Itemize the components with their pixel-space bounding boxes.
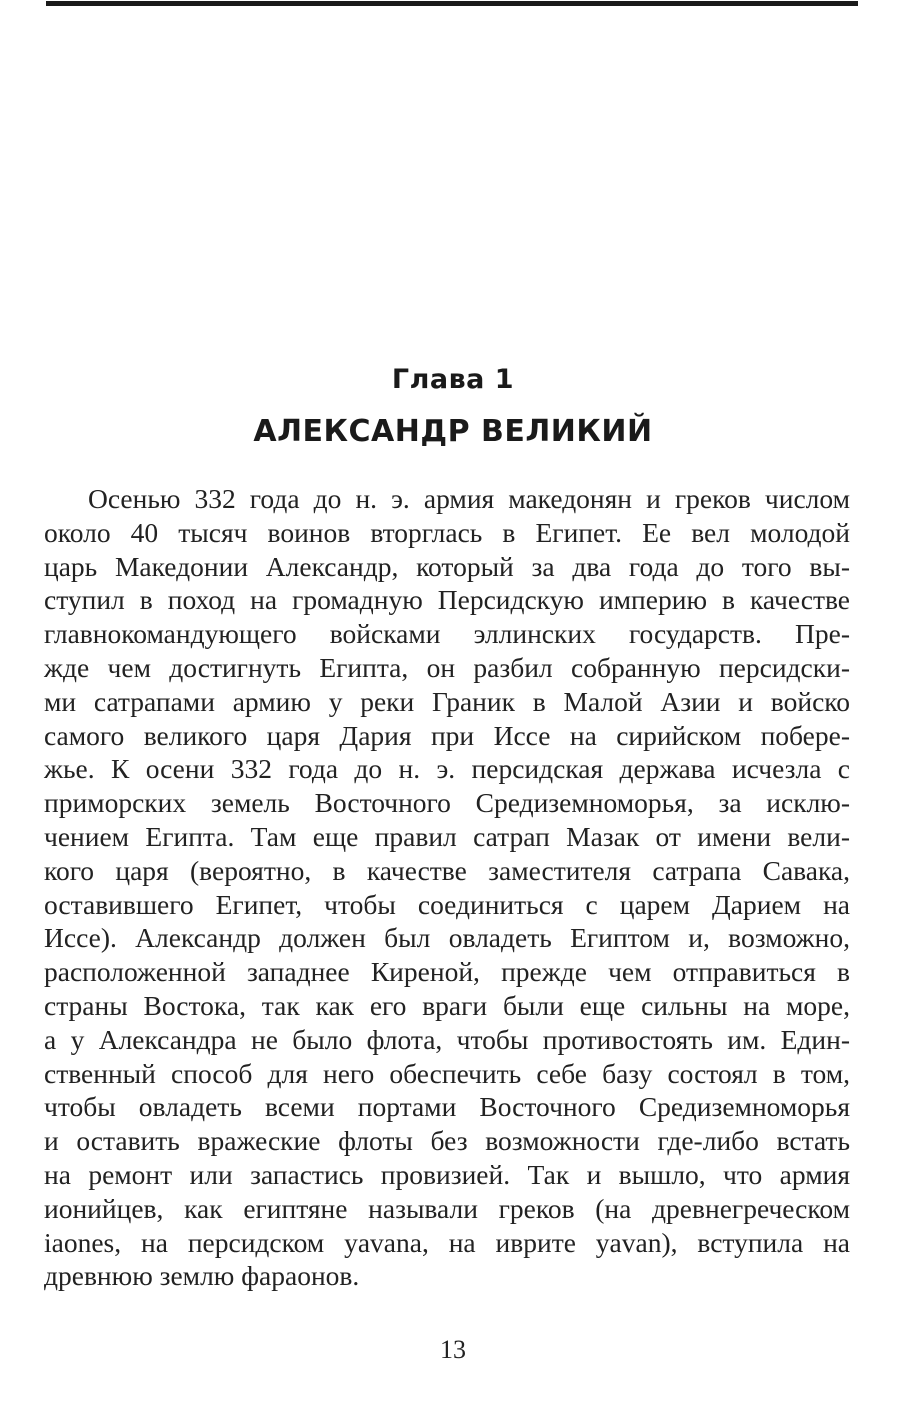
body-line: чением Египта. Там еще правил сатрап Мазак от имени вели- xyxy=(44,820,850,852)
body-line: кого царя (вероятно, в качестве заместителя сатрапа Савака, xyxy=(44,854,850,886)
body-line: около 40 тысяч воинов вторглась в Египет. Ее вел молодой xyxy=(44,516,850,548)
chapter-title: АЛЕКСАНДР ВЕЛИКИЙ xyxy=(253,414,653,449)
body-line: чтобы овладеть всеми портами Восточного Средиземноморья xyxy=(44,1091,850,1123)
body-line: и оставить вражеские флоты без возможности где-либо встать xyxy=(44,1125,850,1157)
body-line: жье. К осени 332 года до н. э. персидская держава исчезла с xyxy=(44,753,850,785)
body-line: жде чем достигнуть Египта, он разбил собранную персидски- xyxy=(44,651,850,683)
body-line: расположенной западнее Киреной, прежде чем отправиться в xyxy=(44,956,850,988)
body-line: ми сатрапами армию у реки Граник в Малой Азии и войско xyxy=(44,685,850,717)
body-line: iaones, на персидском yavana, на иврите yavan), вступила на xyxy=(44,1226,850,1258)
body-line: ступил в поход на громадную Персидскую империю в качестве xyxy=(44,584,850,616)
body-line: оставившего Египет, чтобы соединиться с царем Дарием на xyxy=(44,888,850,920)
chapter-label: Глава 1 xyxy=(391,364,515,395)
body-line: древнюю землю фараонов. xyxy=(44,1260,360,1292)
body-line: ственный способ для него обеспечить себе базу состоял в том, xyxy=(44,1057,850,1089)
body-line: ионийцев, как египтяне называли греков (на древнегреческом xyxy=(44,1192,850,1224)
body-line: приморских земель Восточного Средиземноморья, за исклю- xyxy=(44,787,850,819)
body-line: Иссе). Александр должен был овладеть Египтом и, возможно, xyxy=(44,922,850,954)
body-line: на ремонт или запастись провизией. Так и вышло, что армия xyxy=(44,1158,850,1190)
body-line: главнокомандующего войсками эллинских государств. Пре- xyxy=(44,618,850,650)
body-line: самого великого царя Дария при Иссе на сирийском побере- xyxy=(44,719,850,751)
top-rule xyxy=(46,1,858,6)
page-number: 13 xyxy=(440,1335,466,1364)
body-line: страны Востока, так как его враги были еще сильны на море, xyxy=(44,989,850,1021)
body-line: а у Александра не было флота, чтобы противостоять им. Един- xyxy=(44,1023,850,1055)
chapter-body xyxy=(44,482,850,1293)
body-line: царь Македонии Александр, который за два года до того вы- xyxy=(44,550,850,582)
body-line: Осенью 332 года до н. э. армия македонян и греков числом xyxy=(88,483,850,514)
